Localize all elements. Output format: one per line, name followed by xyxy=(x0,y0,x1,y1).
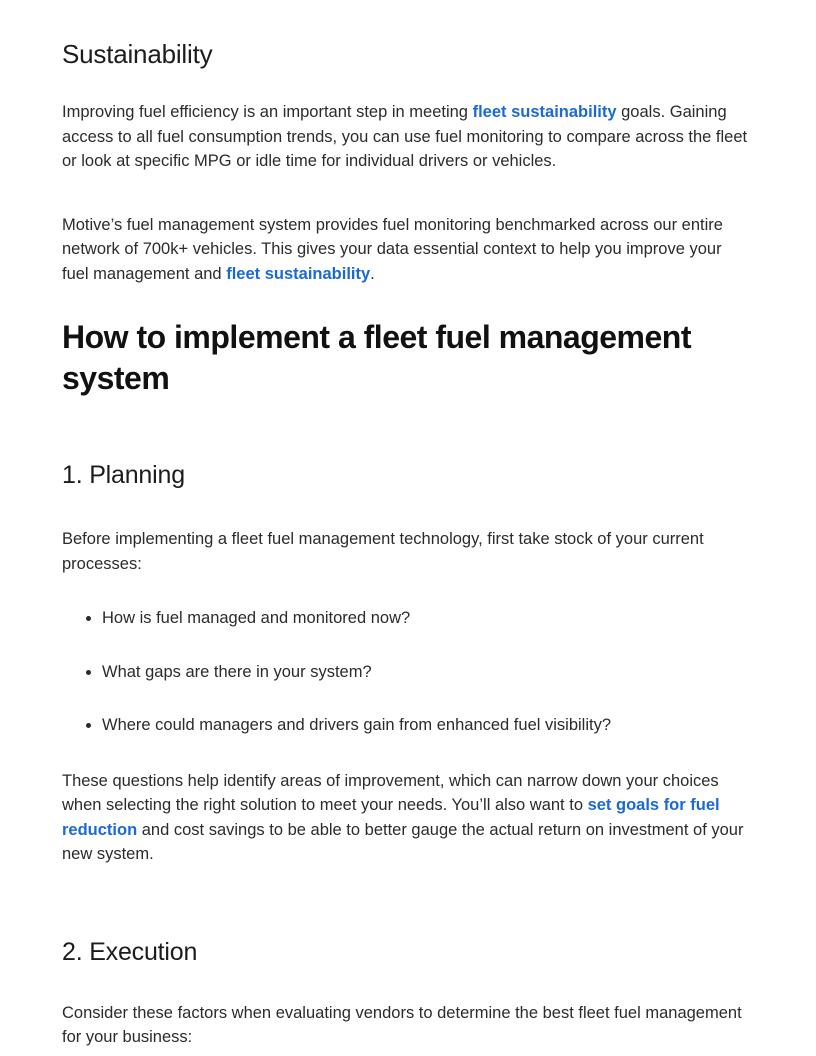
paragraph-these-text-after: and cost savings to be able to better gauge the actual return on investment of your new system. xyxy=(62,820,744,863)
list-item-label: Where could managers and drivers gain from enhanced fuel visibility? xyxy=(102,716,612,734)
planning-questions-list xyxy=(62,576,752,738)
paragraph-before-implementing: Before implementing a fleet fuel management technology, first take stock of your current processes: xyxy=(62,530,704,573)
paragraph-motive-text-before: Motive’s fuel management system provides fuel monitoring benchmarked across our entire network of 700k+ vehicles. This gives your data essential context to help you improve your fuel management and xyxy=(62,215,723,283)
step-heading-execution: 2. Execution xyxy=(62,937,198,966)
list-item-label: What gaps are there in your system? xyxy=(102,662,372,681)
paragraph-intro-text-before: Improving fuel efficiency is an important step in meeting xyxy=(62,103,473,121)
list-item xyxy=(62,606,752,631)
paragraph-intro xyxy=(62,70,752,174)
list-item-label: How is fuel managed and monitored now? xyxy=(102,609,411,627)
link-set-goals-for-fuel-reduction[interactable]: set goals for fuel reduction xyxy=(62,796,720,839)
paragraph-these-questions xyxy=(62,738,752,867)
link-fleet-sustainability-2[interactable]: fleet sustainability xyxy=(226,264,371,283)
section-heading-sustainability: Sustainability xyxy=(62,39,213,69)
bullet-icon xyxy=(86,723,91,728)
step-heading-planning: 1. Planning xyxy=(62,461,185,489)
paragraph-these-text-before: These questions help identify areas of improvement, which can narrow down your choices when selecting the right solution to meet your needs. You’ll also want to xyxy=(62,771,719,814)
document-content xyxy=(62,0,752,1050)
paragraph-consider-factors: Consider these factors when evaluating vendors to determine the best fleet fuel management for your business: xyxy=(62,1003,742,1046)
paragraph-intro-text-after: goals. Gaining access to all fuel consumption trends, you can use fuel monitoring to compare across the fleet or look at specific MPG or idle time for individual drivers or vehicles. xyxy=(62,103,748,170)
list-item xyxy=(62,660,752,685)
paragraph-motive-text-after: . xyxy=(370,264,375,283)
bullet-icon xyxy=(86,670,91,675)
paragraph-motive-fuel-system xyxy=(62,174,752,287)
main-heading-how-to-implement: How to implement a fleet fuel management system xyxy=(62,319,691,396)
list-item xyxy=(62,713,752,738)
bullet-icon xyxy=(86,616,91,621)
link-fleet-sustainability-1[interactable]: fleet sustainability xyxy=(472,103,617,121)
